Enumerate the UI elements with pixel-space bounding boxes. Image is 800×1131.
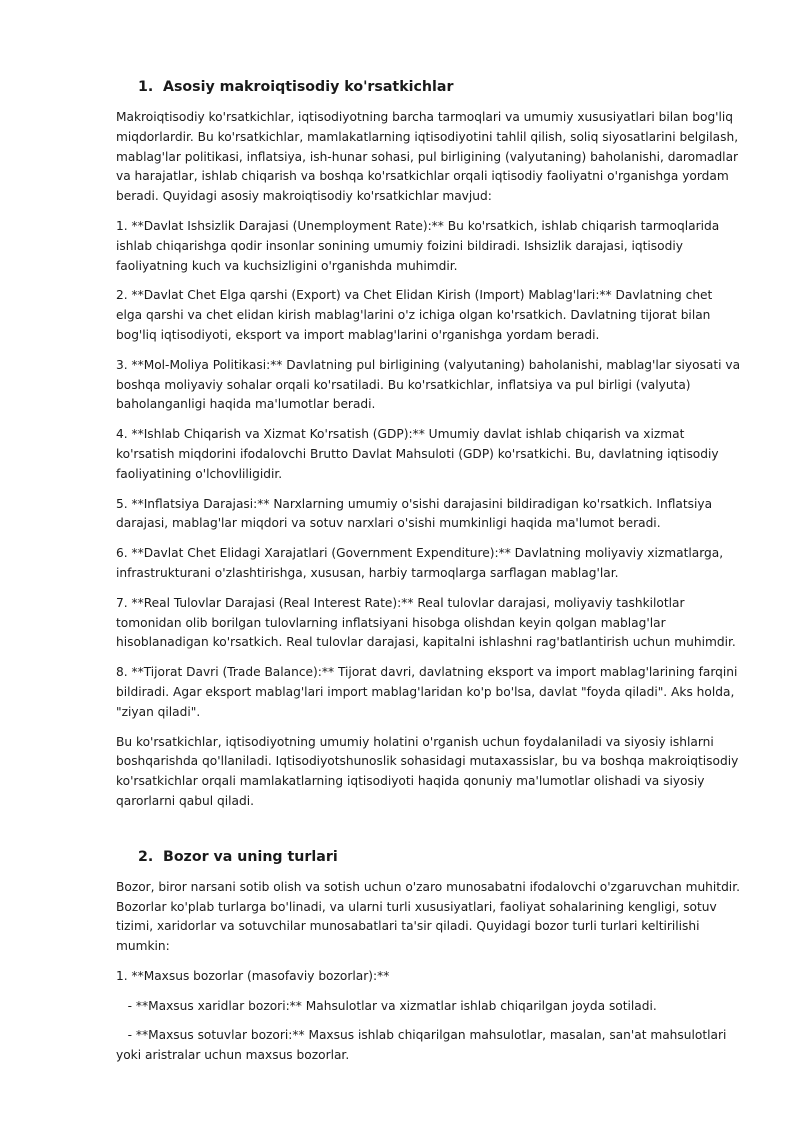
section-macro-indicators (116, 76, 742, 812)
sub-item-special-purchases: - **Maxsus xaridlar bozori:** Mahsulotlar va xizmatlar ishlab chiqarilgan joyda sotiladi. (116, 998, 657, 1013)
list-item-special-markets: 1. **Maxsus bozorlar (masofaviy bozorlar):** (116, 968, 390, 983)
heading-title: Asosiy makroiqtisodiy ko'rsatkichlar (163, 79, 454, 95)
list-item-real-interest-rate: 7. **Real Tulovlar Darajasi (Real Interest Rate):** Real tulovlar darajasi, moliyaviy tashkilotlar tomonidan olib borilgan tulovlarning inflatsiyani hisobga olishdan keyin qolgan mablag'lar hisoblanadigan ko'rsatkich. Real tulovlar darajasi, kapitalni ishlashni rag'batlantirish uchun muhimdir. (116, 595, 736, 650)
list-item-government-expenditure: 6. **Davlat Chet Elidagi Xarajatlari (Government Expenditure):** Davlatning moliyaviy xizmatlarga, infrastrukturani o'zlashtirishga, xususan, harbiy tarmoqlarga sarflagan mablag'lar. (116, 546, 724, 580)
list-item-gdp: 4. **Ishlab Chiqarish va Xizmat Ko'rsatish (GDP):** Umumiy davlat ishlab chiqarish va xizmat ko'rsatish miqdorini ifodalovchi Brutto Davlat Mahsuloti (GDP) ko'rsatkichi. Bu, davlatning iqtisodiy faoliyatining o'lchovliligidir. (116, 427, 719, 481)
conclusion-paragraph: Bu ko'rsatkichlar, iqtisodiyotning umumiy holatini o'rganish uchun foydalaniladi va siyosiy ishlarni boshqarishda qo'llaniladi. Iqtisodiyotshunoslik sohasidagi mutaxassislar, bu va boshqa makroiqtisodiy ko'rsatkichlar orqali mamlakatlarning iqtisodiyoti haqida qonuniy ma'lumotlar olishadi va siyosiy qarorlarni qabul qiladi. (116, 734, 739, 808)
section-market-types (116, 846, 742, 1066)
heading-title: Bozor va uning turlari (163, 848, 338, 865)
list-item-unemployment: 1. **Davlat Ishsizlik Darajasi (Unemployment Rate):** Bu ko'rsatkich, ishlab chiqarish tarmoqlarida ishlab chiqarishga qodir insonlar sonining umumiy foizini bildiradi. Ishsizlik darajasi, iqtisodiy faoliyatning kuch va kuchsizligini o'rganishda muhimdir. (116, 218, 720, 273)
sub-item-special-sales: - **Maxsus sotuvlar bozori:** Maxsus ishlab chiqarilgan mahsulotlar, masalan, san'at mahsulotlari yoki aristralar uchun maxsus bozorlar. (116, 1028, 731, 1063)
list-item-inflation: 5. **Inflatsiya Darajasi:** Narxlarning umumiy o'sishi darajasini bildiradigan ko'rsatkich. Inflatsiya darajasi, mablag'lar miqdori va sotuv narxlari o'sishi mumkinligi haqida ma'lumot beradi. (116, 496, 713, 531)
list-item-monetary-policy: 3. **Mol-Moliya Politikasi:** Davlatning pul birligining (valyutaning) baholanishi, mablag'lar siyosati va boshqa moliyaviy sohalar orqali ko'rsatiladi. Bu ko'rsatkichlar, inflatsiya va pul birligi (valyuta) baholanganligi haqida ma'lumotlar beradi. (116, 357, 741, 412)
heading-number: 2. (138, 848, 154, 865)
intro-paragraph: Bozor, biror narsani sotib olish va sotish uchun o'zaro munosabatni ifodalovchi o'zgaruvchan muhitdir. Bozorlar ko'plab turlarga bo'linadi, va ularni turli xususiyatlari, faoliyat sohalarining kengligi, sotuv tizimi, xaridorlar va sotuvchilar munosabatlari ta'sir qiladi. Quyidagi bozor turli turlari keltirilishi mumkin: (116, 879, 740, 954)
section-heading (138, 846, 742, 868)
list-item-export-import: 2. **Davlat Chet Elga qarshi (Export) va Chet Elidan Kirish (Import) Mablag'lari:** Davlatning chet elga qarshi va chet elidan kirish mablag'larini o'z ichiga olgan ko'rsatkich. Davlatning tijorat bilan bog'liq iqtisodiyoti, eksport va import mablag'larini o'rganishga yordam beradi. (116, 288, 713, 342)
heading-number: 1. (138, 79, 154, 95)
list-item-trade-balance: 8. **Tijorat Davri (Trade Balance):** Tijorat davri, davlatning eksport va import mablag'larining farqini bildiradi. Agar eksport mablag'lari import mablag'laridan ko'p bo'lsa, davlat "foyda qiladi". Aks holda, "ziyan qiladi". (116, 665, 738, 719)
intro-paragraph: Makroiqtisodiy ko'rsatkichlar, iqtisodiyotning barcha tarmoqlari va umumiy xususiyatlari bilan bog'liq miqdorlardir. Bu ko'rsatkichlar, mamlakatlarning iqtisodiyotini tahlil qilish, soliq siyosatlarini belgilash, mablag'lar politikasi, inflatsiya, ish-hunar sohasi, pul birligining (valyutaning) baholanishi, daromadlar va harajatlar, ishlab chiqarish va boshqa ko'rsatkichlar orqali iqtisodiy faoliyatni o'rganishga yordam beradi. Quyidagi asosiy makroiqtisodiy ko'rsatkichlar mavjud: (116, 110, 739, 204)
section-heading (138, 76, 742, 98)
document-page (116, 76, 742, 1076)
